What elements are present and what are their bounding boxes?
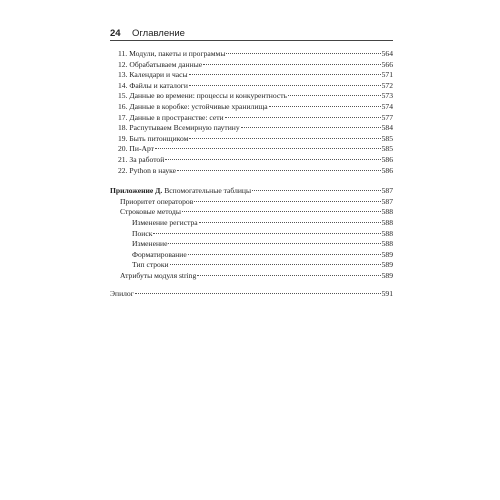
toc-entry xyxy=(110,218,393,229)
toc-entry xyxy=(110,60,393,71)
section-spacer xyxy=(110,281,393,289)
dot-leader xyxy=(269,106,381,107)
toc-entry-page: 586 xyxy=(381,154,393,164)
dot-leader xyxy=(155,148,381,149)
toc-entry-title: 19. Быть питонщиком xyxy=(118,133,189,143)
toc-entry-title: Изменение xyxy=(132,239,168,249)
toc-entry xyxy=(110,197,393,208)
toc-entry-title: 22. Python в науке xyxy=(118,165,177,175)
toc-entry xyxy=(110,271,393,282)
dot-leader xyxy=(194,201,380,202)
toc-entry xyxy=(110,239,393,250)
appendix-entry-list xyxy=(110,197,393,282)
toc-entry xyxy=(110,144,393,155)
toc-entry-title: Форматирование xyxy=(132,249,187,259)
toc-entry-title: Поиск xyxy=(132,228,153,238)
toc-entry-page: 588 xyxy=(381,217,393,227)
toc-entry xyxy=(110,207,393,218)
toc-entry-page: 573 xyxy=(381,91,393,101)
toc-entry-title: Тип строки xyxy=(132,260,169,270)
toc-entry-page: 585 xyxy=(381,133,393,143)
toc-entry-title: 20. Пи-Арт xyxy=(118,144,154,154)
toc-entry xyxy=(110,113,393,124)
toc-entry xyxy=(110,49,393,60)
toc-entry-page: 585 xyxy=(381,144,393,154)
toc-entry-title: 14. Файлы и каталоги xyxy=(118,80,188,90)
appendix-title: Вспомогательные таблицы xyxy=(162,186,252,196)
toc-entry-appendix xyxy=(110,186,393,197)
toc-entry-title: 16. Данные в коробке: устойчивые хранилища xyxy=(118,101,268,111)
section-spacer xyxy=(110,176,393,186)
toc-entry-page: 591 xyxy=(381,289,393,299)
toc-entry-title: Эпилог xyxy=(110,289,134,299)
toc-entry-page: 587 xyxy=(381,196,393,206)
toc-entry-title: 17. Данные в пространстве: сети xyxy=(118,112,224,122)
toc-entry-title: 21. За работой xyxy=(118,154,165,164)
dot-leader xyxy=(189,85,381,86)
toc-entry xyxy=(110,70,393,81)
toc-entry-title: 15. Данные во времени: процессы и конкурентность xyxy=(118,91,288,101)
toc-entry-epilogue xyxy=(110,289,393,300)
toc-entry-page: 588 xyxy=(381,239,393,249)
toc-entry xyxy=(110,102,393,113)
page-number: 24 xyxy=(110,28,121,39)
toc-entry-page: 577 xyxy=(381,112,393,122)
toc-entry xyxy=(110,229,393,240)
toc-entry-page: 571 xyxy=(381,70,393,80)
toc-entry-page: 574 xyxy=(381,101,393,111)
toc-entry xyxy=(110,123,393,134)
toc-entry-title: 13. Календари и часы xyxy=(118,70,188,80)
dot-leader xyxy=(225,117,381,118)
toc-entry-title: 11. Модули, пакеты и программы xyxy=(118,49,226,58)
running-title: Оглавление xyxy=(132,28,185,39)
dot-leader xyxy=(189,138,380,139)
dot-leader xyxy=(177,170,381,171)
dot-leader xyxy=(135,293,381,294)
chapter-list xyxy=(110,49,393,176)
dot-leader xyxy=(203,64,380,65)
dot-leader xyxy=(165,159,380,160)
dot-leader xyxy=(252,190,381,191)
toc-entry-page: 589 xyxy=(381,249,393,259)
dot-leader xyxy=(241,127,381,128)
toc-entry-page: 572 xyxy=(381,80,393,90)
appendix-label: Приложение Д. xyxy=(110,186,163,196)
dot-leader xyxy=(188,254,381,255)
dot-leader xyxy=(170,264,381,265)
table-of-contents xyxy=(110,49,393,300)
dot-leader xyxy=(288,95,381,96)
dot-leader xyxy=(189,74,381,75)
dot-leader xyxy=(199,222,381,223)
toc-entry-page: 589 xyxy=(381,270,393,280)
toc-entry-page: 588 xyxy=(381,207,393,217)
toc-entry-title: 12. Обрабатываем данные xyxy=(118,59,203,69)
dot-leader xyxy=(153,233,380,234)
toc-entry-title: Атрибуты модуля string xyxy=(120,270,197,280)
toc-entry-page: 587 xyxy=(381,186,393,196)
toc-entry xyxy=(110,134,393,145)
toc-entry xyxy=(110,260,393,271)
toc-entry xyxy=(110,166,393,177)
toc-entry xyxy=(110,81,393,92)
toc-entry-title: 18. Распутываем Всемирную паутину xyxy=(118,123,240,133)
toc-entry xyxy=(110,250,393,261)
dot-leader xyxy=(197,275,380,276)
toc-entry-page: 566 xyxy=(381,59,393,69)
toc-entry-title: Изменение регистра xyxy=(132,217,198,227)
toc-entry xyxy=(110,91,393,102)
toc-entry-title xyxy=(110,186,251,197)
toc-entry-page: 588 xyxy=(381,228,393,238)
toc-entry xyxy=(110,155,393,166)
toc-entry-page: 586 xyxy=(381,165,393,175)
toc-entry-page: 584 xyxy=(381,123,393,133)
toc-entry-title: Строковые методы xyxy=(120,207,181,217)
dot-leader xyxy=(182,211,381,212)
dot-leader xyxy=(226,53,380,54)
header-rule xyxy=(110,40,393,41)
toc-entry-page: 589 xyxy=(381,260,393,270)
dot-leader xyxy=(168,243,380,244)
toc-entry-title: Приоритет операторов xyxy=(120,196,194,206)
toc-entry-page: 564 xyxy=(381,49,393,58)
